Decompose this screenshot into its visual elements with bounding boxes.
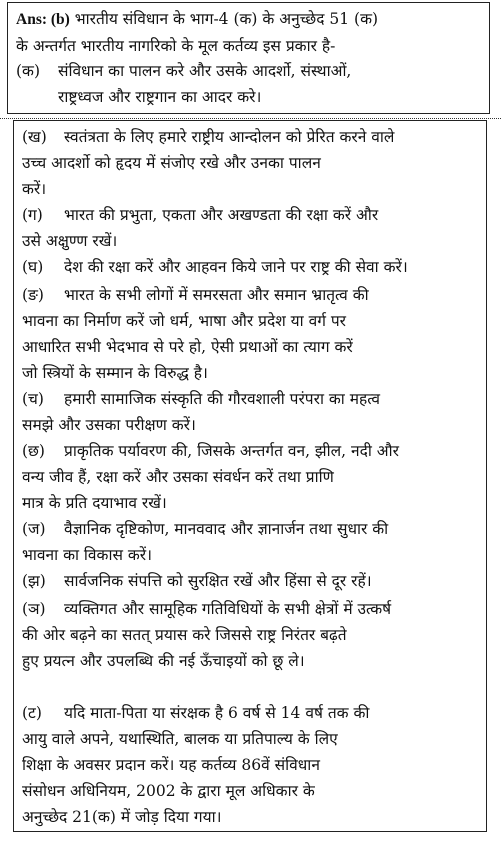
- duty-marker: (च): [22, 390, 44, 408]
- duty-text-line: जो स्त्रियों के सम्मान के विरुद्ध है।: [22, 364, 208, 382]
- duty-text-line: अनुच्छेद 21(क) में जोड़ दिया गया।: [22, 808, 222, 826]
- duty-item: [22, 254, 478, 280]
- duty-text-line: व्यक्तिगत और सामूहिक गतिविधियों के सभी क्षेत्रों में उत्कर्ष: [64, 600, 392, 618]
- duty-text-line: शिक्षा के अवसर प्रदान करें। यह कर्तव्य 86वें संविधान: [22, 756, 320, 774]
- duty-text-line: उच्च आदर्शो को हृदय में संजोए रखे और उनका पालन: [22, 154, 321, 172]
- duty-marker: (घ): [22, 258, 44, 276]
- duty-text-line: आयु वाले अपने, यथास्थिति, बालक या प्रतिपाल्य के लिए: [22, 730, 338, 748]
- duty-text-line: भावना का निर्माण करें जो धर्म, भाषा और प्रदेश या वर्ग पर: [22, 312, 347, 330]
- duty-marker: (ग): [22, 206, 43, 224]
- duty-text-line: स्वतंत्रता के लिए हमारे राष्ट्रीय आन्दोलन को प्रेरित करने वाले: [64, 128, 395, 146]
- duty-marker: (ट): [22, 704, 42, 722]
- answer-intro: [16, 6, 482, 59]
- duty-item: [22, 568, 478, 594]
- duty-text-line: हमारी सामाजिक संस्कृति की गौरवशाली परंपरा का महत्व: [64, 390, 380, 408]
- duty-item: [22, 516, 478, 568]
- duty-text-line: भारत की प्रभुता, एकता और अखण्डता की रक्षा करें और: [64, 206, 379, 224]
- duty-marker: (झ): [22, 572, 46, 590]
- duty-text-line: वैज्ञानिक दृष्टिकोण, मानववाद और ज्ञानार्जन तथा सुधार की: [64, 520, 389, 538]
- duty-text-line: भारत के सभी लोगों में समरसता और समान भ्रातृत्व की: [64, 286, 369, 304]
- duty-marker: (छ): [22, 442, 45, 460]
- duty-text-line: वन्य जीव हैं, रक्षा करें और उसका संवर्धन करें तथा प्राणि: [22, 468, 334, 486]
- duty-item: [22, 700, 478, 830]
- duty-text-line: करें।: [22, 180, 47, 198]
- page-break-dotted-line: [0, 118, 501, 119]
- duty-marker: (ज): [22, 520, 46, 538]
- duty-text-line: आधारित सभी भेदभाव से परे हो, ऐसी प्रथाओं का त्याग करें: [22, 338, 353, 356]
- answer-label: Ans: (b): [16, 11, 70, 28]
- duty-text-line: देश की रक्षा करें और आहवन किये जाने पर राष्ट्र की सेवा करें।: [64, 258, 408, 276]
- answer-intro-line-2: के अन्तर्गत भारतीय नागरिको के मूल कर्तव्य इस प्रकार है-: [16, 37, 336, 55]
- duty-text-line: प्राकृतिक पर्यावरण की, जिसके अन्तर्गत वन, झील, नदी और: [64, 442, 399, 460]
- duty-marker: (ङ): [22, 286, 44, 304]
- duty-text-line: की ओर बढ़ने का सतत् प्रयास करे जिससे राष्ट्र निरंतर बढ़ते: [22, 626, 347, 644]
- duty-marker: (ञ): [22, 600, 46, 618]
- duty-text-line: उसे अक्षुण्ण रखें।: [22, 232, 118, 250]
- duty-text-line: मात्र के प्रति दयाभाव रखें।: [22, 494, 167, 512]
- intro-text: भारतीय संविधान के भाग-4 (क) के अनुच्छेद 51 (क): [74, 10, 379, 28]
- duty-item: [22, 124, 478, 202]
- duty-item: [22, 282, 478, 386]
- duty-text-line: यदि माता-पिता या संरक्षक है 6 वर्ष से 14 वर्ष तक की: [64, 704, 370, 722]
- duty-text-line: संसोधन अधिनियम, 2002 के द्वारा मूल अधिकार के: [22, 782, 315, 800]
- duty-item-ka: [16, 58, 482, 110]
- duty-text-line: संविधान का पालन करे और उसके आदर्शो, संस्थाओं,: [58, 62, 352, 80]
- duty-text-line: भावना का विकास करें।: [22, 546, 152, 564]
- duty-item: [22, 596, 478, 674]
- duty-item: [22, 386, 478, 438]
- duty-item: [22, 202, 478, 254]
- duty-text-line: सार्वजनिक संपत्ति को सुरक्षित रखें और हिंसा से दूर रहें।: [64, 572, 372, 590]
- answer-intro-line-1: [16, 6, 482, 33]
- duty-marker: (ख): [22, 128, 47, 146]
- duty-text-line: राष्ट्रध्वज और राष्ट्रगान का आदर करे।: [58, 88, 262, 106]
- duty-text-line: हुए प्रयत्न और उपलब्धि की नई ऊँचाइयों को छू ले।: [22, 652, 305, 670]
- duty-item: [22, 438, 478, 516]
- duty-marker: (क): [16, 62, 40, 80]
- duty-text-line: समझे और उसका परीक्षण करें।: [22, 416, 196, 434]
